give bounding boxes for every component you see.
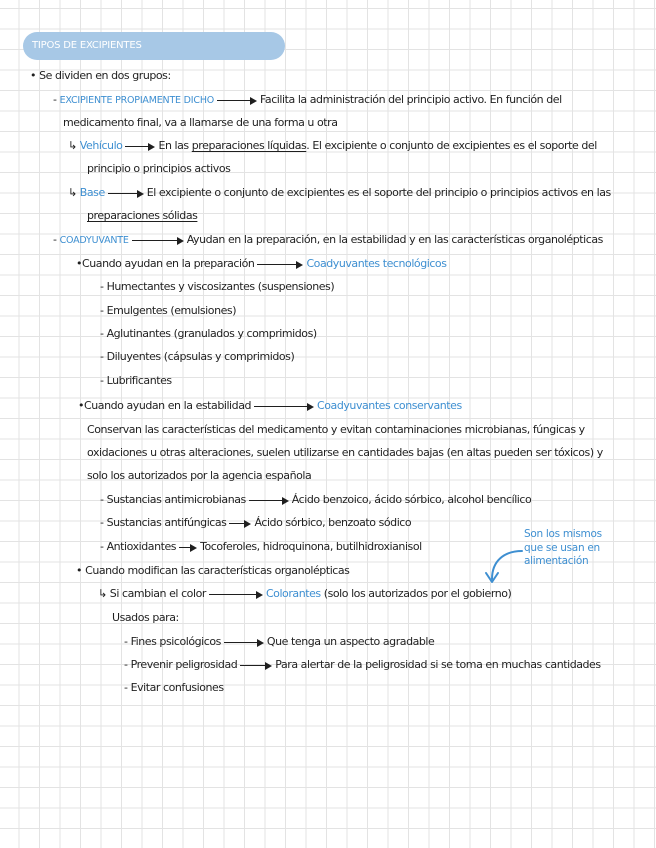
arrow-icon bbox=[108, 188, 144, 198]
arrow-icon bbox=[240, 660, 272, 670]
arrow-icon bbox=[132, 235, 184, 245]
preparacion-result: Coadyuvantes tecnológicos bbox=[306, 257, 447, 270]
colorantes-label: Colorantes bbox=[265, 587, 321, 600]
vehiculo-line: ↳ Vehículo En las preparaciones líquidas. El excipiente o conjunto de excipientes es el soporte del bbox=[68, 139, 597, 152]
vehiculo-line-2: principio o principios activos bbox=[87, 162, 231, 175]
arrow-icon bbox=[224, 637, 264, 647]
estabilidad-para-3: solo los autorizados por la agencia española bbox=[87, 469, 312, 482]
list-item: - Emulgentes (emulsiones) bbox=[100, 304, 237, 317]
side-note: Son los mismos que se usan en alimentación bbox=[524, 528, 602, 567]
arrow-icon bbox=[179, 542, 197, 552]
hook-arrow-icon: ↳ bbox=[68, 139, 77, 152]
base-line-2: preparaciones sólidas bbox=[87, 209, 198, 222]
list-item: - Antioxidantes Tocoferoles, hidroquinona, butilhidroxianisol bbox=[100, 540, 422, 553]
list-item: - Lubrificantes bbox=[100, 374, 172, 387]
excipiente-label: EXCIPIENTE PROPIAMENTE DICHO bbox=[59, 95, 215, 106]
list-item: - Sustancias antimicrobianas Ácido benzoico, ácido sórbico, alcohol bencílico bbox=[100, 493, 532, 506]
arrow-icon bbox=[249, 495, 289, 505]
arrow-icon bbox=[229, 518, 251, 528]
estabilidad-heading: •Cuando ayudan en la estabilidad Coadyuvantes conservantes bbox=[78, 399, 462, 412]
list-item: - Evitar confusiones bbox=[124, 681, 224, 694]
arrow-icon bbox=[125, 141, 155, 151]
hook-arrow-icon: ↳ bbox=[98, 587, 107, 600]
organolepticas-heading: • Cuando modifican las características organolépticas bbox=[76, 564, 350, 577]
preparacion-heading: •Cuando ayudan en la preparación Coadyuvantes tecnológicos bbox=[76, 257, 447, 270]
excipiente-line: - EXCIPIENTE PROPIAMENTE DICHO Facilita la administración del principio activo. En función del bbox=[53, 93, 562, 106]
hook-arrow-icon: ↳ bbox=[68, 186, 77, 199]
estabilidad-para-1: Conservan las características del medicamento y evitan contaminaciones microbianas, fúngicas y bbox=[87, 423, 585, 436]
curved-arrow-icon bbox=[484, 545, 526, 587]
arrow-icon bbox=[209, 589, 263, 599]
list-item: - Sustancias antifúngicas Ácido sórbico, benzoato sódico bbox=[100, 516, 412, 529]
arrow-icon bbox=[254, 401, 314, 411]
estabilidad-para-2: oxidaciones u otras alteraciones, suelen utilizarse en cantidades bajas (en altas pueden ser tóxicos) y bbox=[87, 446, 603, 459]
list-item: - Prevenir peligrosidad Para alertar de la peligrosidad si se toma en muchas cantidades bbox=[124, 658, 601, 671]
coadyuvante-line: - COADYUVANTE Ayudan en la preparación, en la estabilidad y en las características organolépticas bbox=[53, 233, 603, 246]
intro-line: • Se dividen en dos grupos: bbox=[30, 69, 171, 82]
page-title: TIPOS DE EXCIPIENTES bbox=[32, 40, 142, 51]
estabilidad-result: Coadyuvantes conservantes bbox=[317, 399, 462, 412]
arrow-icon bbox=[257, 259, 303, 269]
base-line: ↳ Base El excipiente o conjunto de excipientes es el soporte del principio o principios activos en las bbox=[68, 186, 611, 199]
arrow-icon bbox=[217, 95, 257, 105]
base-label: Base bbox=[79, 186, 105, 199]
usados-label: Usados para: bbox=[112, 611, 179, 624]
excipiente-line-2: medicamento final, va a llamarse de una forma u otra bbox=[63, 116, 338, 129]
list-item: - Diluyentes (cápsulas y comprimidos) bbox=[100, 350, 295, 363]
color-line: ↳ Si cambian el color Colorantes (solo los autorizados por el gobierno) bbox=[98, 587, 512, 600]
coadyuvante-label: COADYUVANTE bbox=[59, 235, 129, 246]
vehiculo-label: Vehículo bbox=[79, 139, 123, 152]
list-item: - Humectantes y viscosizantes (suspensiones) bbox=[100, 280, 335, 293]
list-item: - Fines psicológicos Que tenga un aspecto agradable bbox=[124, 635, 435, 648]
list-item: - Aglutinantes (granulados y comprimidos) bbox=[100, 327, 317, 340]
